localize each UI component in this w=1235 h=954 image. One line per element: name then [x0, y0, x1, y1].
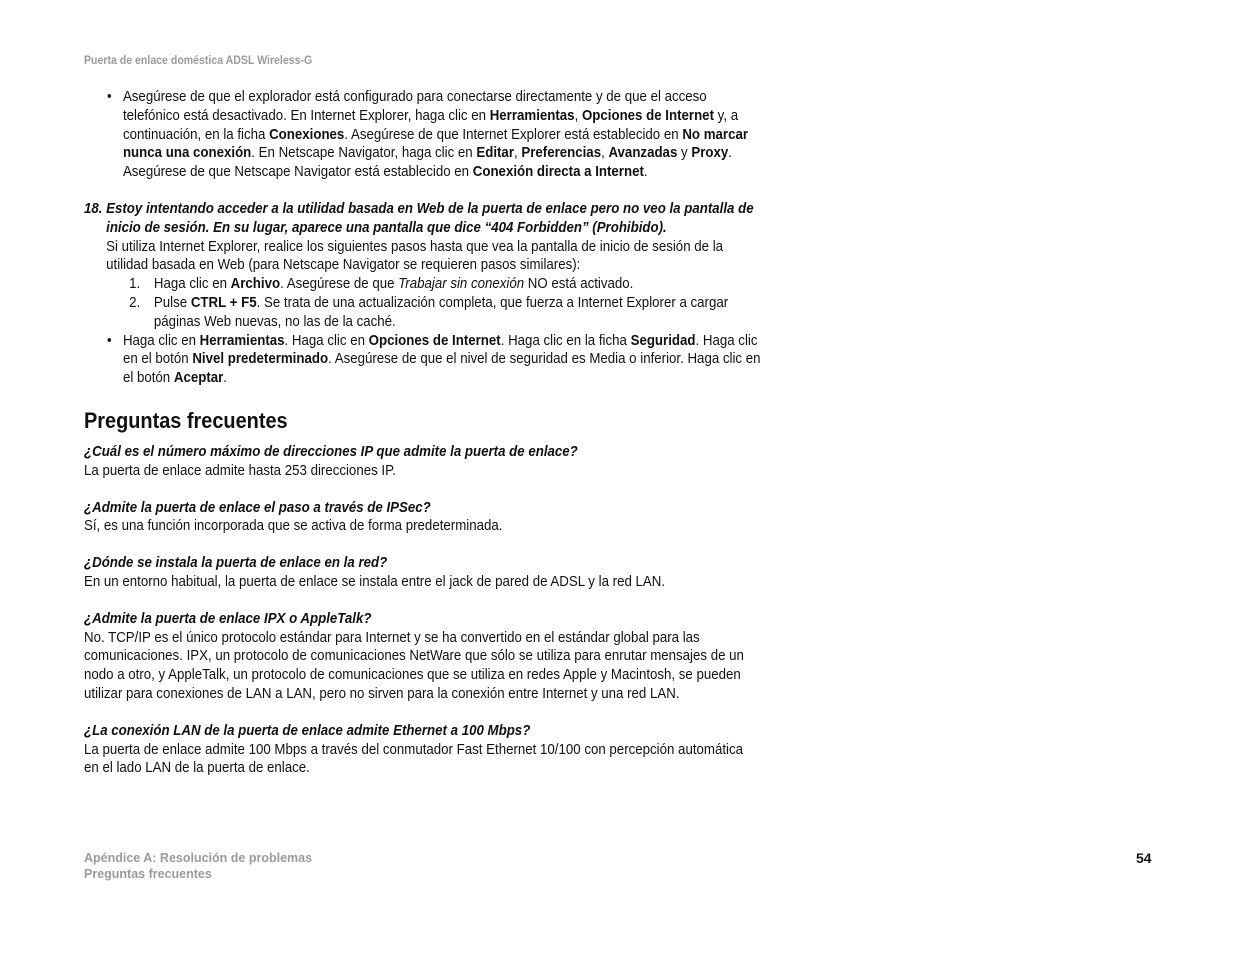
text-run: . Asegúrese de que Netscape Navigator está establecido en: [122, 144, 732, 181]
emphasis-bold: Seguridad: [630, 331, 696, 349]
emphasis-bold: Conexiones: [269, 125, 345, 143]
faq-item: [84, 610, 761, 704]
emphasis-bold: CTRL + F5: [190, 293, 257, 311]
text-run: Pulse: [153, 293, 191, 311]
faq-question: ¿Cuál es el número máximo de direcciones IP que admite la puerta de enlace?: [84, 442, 578, 460]
faq-item: [84, 499, 761, 537]
steps-list: [106, 275, 761, 331]
bullet-browser-config: [84, 88, 761, 182]
text-run: ,: [574, 106, 582, 124]
emphasis-bold: Preferencias: [521, 144, 602, 162]
section-heading: Preguntas frecuentes: [84, 407, 288, 433]
text-run: .: [223, 369, 227, 387]
emphasis-bold: Herramientas: [199, 331, 285, 349]
page-number: 54: [1136, 850, 1152, 866]
text-run: Haga clic en: [122, 331, 200, 349]
step-number: 1.: [129, 275, 141, 293]
emphasis-bold: Conexión directa a Internet: [472, 163, 644, 181]
text-run: y: [677, 144, 692, 162]
question-18-text: Estoy intentando acceder a la utilidad basada en Web de la puerta de enlace pero no veo la pantalla de inicio de sesión. En su lugar, aparece una pantalla que dice “404 Forbidden” (Prohibido).: [106, 199, 754, 236]
emphasis-bold: Editar: [476, 144, 514, 162]
text-run: . Se trata de una actualización completa, que fuerza a Internet Explorer a cargar páginas Web nuevas, no las de la caché.: [153, 293, 729, 330]
text-run: . Haga clic en la ficha: [500, 331, 631, 349]
faq-item: [84, 554, 761, 592]
text-run: . Haga clic en el botón: [122, 331, 758, 368]
faq-answer: Sí, es una función incorporada que se activa de forma predeterminada.: [84, 517, 503, 535]
faq-question: ¿Admite la puerta de enlace el paso a través de IPSec?: [84, 498, 431, 516]
rich-text: [123, 332, 761, 387]
question-18-intro: Si utiliza Internet Explorer, realice los siguientes pasos hasta que vea la pantalla de inicio de sesión de la utilidad basada en Web (para Netscape Navigator se requieren pasos similares):: [106, 237, 724, 274]
faq-answer: La puerta de enlace admite 100 Mbps a través del conmutador Fast Ethernet 10/100 con percepción automática en el lado LAN de la puerta de enlace.: [84, 740, 743, 777]
faq-question: ¿La conexión LAN de la puerta de enlace admite Ethernet a 100 Mbps?: [84, 721, 531, 739]
text-run: NO está activado.: [524, 275, 634, 293]
step-1: [129, 275, 761, 294]
emphasis-bold: No marcar nunca una conexión: [122, 125, 748, 162]
text-run: . Asegúrese de que Internet Explorer está establecido en: [344, 125, 683, 143]
running-header: Puerta de enlace doméstica ADSL Wireless-G: [84, 53, 313, 67]
emphasis-bold: Aceptar: [173, 369, 224, 387]
emphasis-bold: Herramientas: [489, 106, 575, 124]
faq-answer: La puerta de enlace admite hasta 253 direcciones IP.: [84, 461, 396, 479]
text-run: ,: [601, 144, 609, 162]
faq-list: [84, 443, 761, 778]
emphasis-bold: Opciones de Internet: [581, 106, 714, 124]
emphasis-bold: Proxy: [691, 144, 729, 162]
emphasis-bold: Avanzadas: [608, 144, 678, 162]
text-run: .: [643, 163, 648, 181]
running-footer: [84, 850, 312, 882]
emphasis-bold: Nivel predeterminado: [192, 350, 329, 368]
text-run: Haga clic en: [153, 275, 231, 293]
footer-chapter: Apéndice A: Resolución de problemas: [84, 851, 313, 865]
bullet-security-level: [84, 332, 761, 388]
step-2: [129, 294, 761, 332]
question-number: 18.: [84, 199, 103, 217]
rich-text: [123, 88, 748, 180]
faq-question: ¿Dónde se instala la puerta de enlace en la red?: [84, 554, 388, 572]
faq-item: [84, 722, 761, 778]
faq-item: [84, 443, 761, 481]
bullet-marker: •: [107, 331, 112, 349]
text-run: . Asegúrese de que: [280, 275, 399, 293]
text-run: . Asegúrese de que el nivel de seguridad es Media o inferior. Haga clic en el botón: [122, 350, 761, 387]
text-run: Asegúrese de que el explorador está configurado para conectarse directamente y de que el acceso telefónico está desactivado. En Internet Explorer, haga clic en: [122, 88, 707, 124]
text-run: . En Netscape Navigator, haga clic en: [251, 144, 477, 162]
text-run: . Haga clic en: [284, 331, 369, 349]
bullet-marker: •: [107, 88, 112, 105]
page-content: [84, 88, 761, 778]
faq-answer: No. TCP/IP es el único protocolo estándar para Internet y se ha convertido en el estándar global para las comunicaciones. IPX, un protocolo de comunicaciones NetWare que sólo se utiliza para enrutar mensajes de un nodo a otro, y AppleTalk, un protocolo de comunicaciones que se utiliza en redes Apple y Macintosh, se pueden utilizar para conexiones de LAN a LAN, pero no sirven para la conexión entre Internet y una red LAN.: [84, 628, 744, 702]
emphasis-bold: Archivo: [230, 275, 281, 293]
text-run: y, a continuación, en la ficha: [122, 106, 739, 143]
question-18: [84, 200, 761, 332]
rich-text: [154, 294, 728, 330]
step-number: 2.: [129, 293, 141, 311]
faq-answer: En un entorno habitual, la puerta de enlace se instala entre el jack de pared de ADSL y la red LAN.: [84, 572, 666, 590]
emphasis-italic: Trabajar sin conexión: [398, 275, 525, 293]
rich-text: [154, 275, 633, 292]
text-run: ,: [513, 144, 522, 162]
emphasis-bold: Opciones de Internet: [368, 331, 501, 349]
footer-section: Preguntas frecuentes: [84, 867, 212, 881]
faq-question: ¿Admite la puerta de enlace IPX o AppleTalk?: [84, 609, 372, 627]
